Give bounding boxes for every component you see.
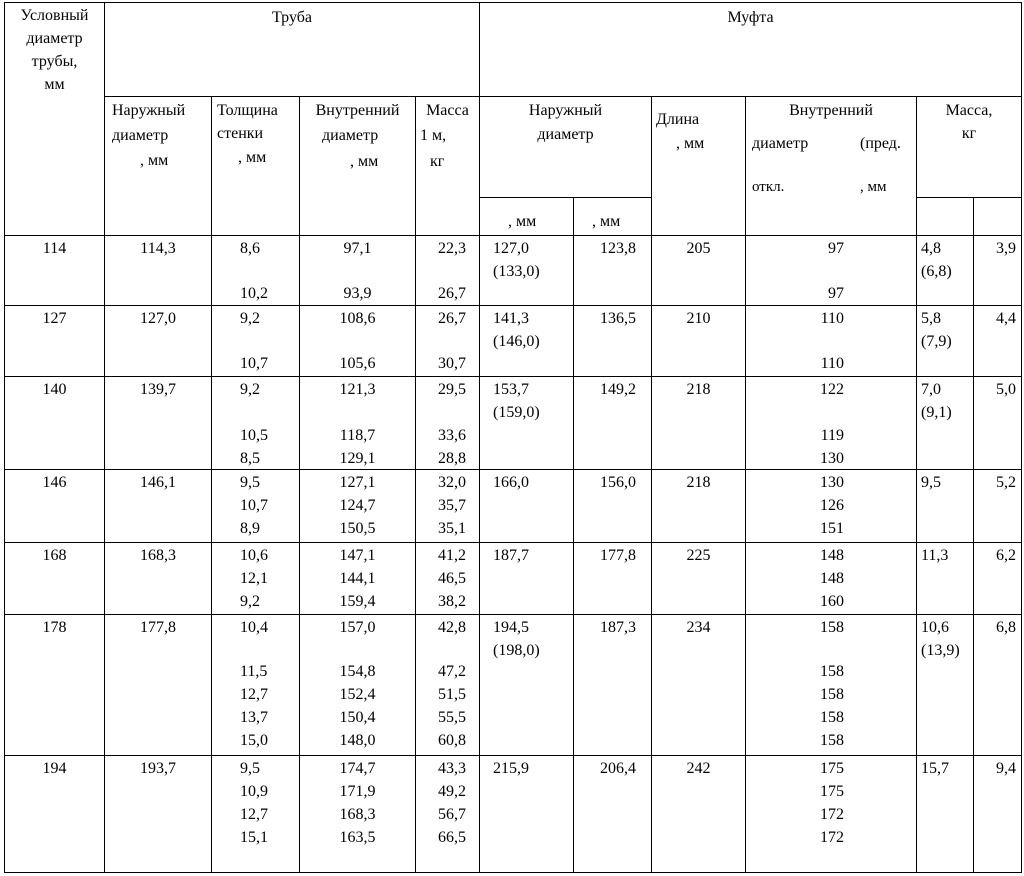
cell-pipe-mass: 41,2 bbox=[438, 547, 466, 564]
cell-pipe-mass: 26,7 bbox=[438, 310, 466, 327]
cell-wall-thickness: 12,7 bbox=[240, 806, 268, 823]
table-right-border bbox=[1021, 2, 1022, 873]
header-group-divider bbox=[104, 96, 1021, 97]
cell-coupling-mass-2: 5,0 bbox=[996, 381, 1016, 398]
cell-coupling-inner-diameter: 172 bbox=[820, 829, 844, 846]
cell-coupling-outer-diameter-2: 156,0 bbox=[600, 474, 636, 491]
header-coupling-length-line: , мм bbox=[676, 135, 705, 152]
header-coupling-inner-title: Внутренний bbox=[789, 102, 873, 119]
cell-pipe-inner-diameter: 129,1 bbox=[339, 450, 376, 467]
cell-coupling-outer-diameter-alt: (133,0) bbox=[493, 263, 540, 280]
cell-coupling-length: 205 bbox=[686, 240, 711, 257]
cell-coupling-mass-2: 9,4 bbox=[996, 760, 1016, 777]
cell-pipe-mass: 43,3 bbox=[438, 760, 466, 777]
cell-coupling-inner-diameter: 119 bbox=[820, 427, 844, 444]
cell-pipe-outer-diameter: 193,7 bbox=[140, 760, 176, 777]
cell-nominal-diameter: 114 bbox=[42, 240, 67, 257]
group-divider bbox=[4, 469, 1021, 470]
cell-wall-thickness: 13,7 bbox=[240, 709, 268, 726]
cell-coupling-inner-diameter: 110 bbox=[820, 355, 844, 372]
cell-coupling-inner-diameter: 97 bbox=[828, 285, 844, 302]
cell-coupling-mass-alt: (6,8) bbox=[921, 263, 952, 280]
cell-coupling-outer-diameter-alt: (198,0) bbox=[493, 642, 540, 659]
header-nominal-diameter-line: Условный bbox=[20, 7, 89, 24]
table-bottom-border bbox=[4, 872, 1021, 873]
cell-pipe-inner-diameter: 108,6 bbox=[339, 310, 376, 327]
cell-coupling-inner-diameter: 97 bbox=[828, 240, 844, 257]
cell-coupling-length: 242 bbox=[686, 760, 711, 777]
cell-wall-thickness: 8,9 bbox=[240, 520, 260, 537]
cell-coupling-mass-2: 3,9 bbox=[996, 240, 1016, 257]
cell-coupling-outer-diameter-2: 206,4 bbox=[600, 760, 636, 777]
cell-pipe-mass: 33,6 bbox=[438, 427, 466, 444]
cell-coupling-outer-diameter-2: 123,8 bbox=[600, 240, 636, 257]
table-left-border bbox=[4, 2, 5, 873]
cell-pipe-mass: 51,5 bbox=[438, 686, 466, 703]
cell-pipe-outer-diameter: 127,0 bbox=[140, 310, 176, 327]
cell-pipe-inner-diameter: 105,6 bbox=[339, 355, 376, 372]
header-pipe-inner-diameter-line: диаметр bbox=[322, 127, 379, 144]
cell-wall-thickness: 10,9 bbox=[240, 783, 268, 800]
cell-nominal-diameter: 178 bbox=[42, 619, 67, 636]
cell-wall-thickness: 9,2 bbox=[240, 310, 260, 327]
cell-pipe-inner-diameter: 97,1 bbox=[343, 240, 372, 257]
cell-pipe-inner-diameter: 121,3 bbox=[339, 381, 376, 398]
cell-pipe-outer-diameter: 177,8 bbox=[140, 619, 176, 636]
cell-pipe-mass: 49,2 bbox=[438, 783, 466, 800]
header-bottom-border bbox=[4, 235, 1021, 236]
cell-coupling-mass-alt: (7,9) bbox=[921, 333, 952, 350]
cell-coupling-inner-diameter: 122 bbox=[820, 381, 844, 398]
cell-nominal-diameter: 168 bbox=[42, 547, 67, 564]
cell-pipe-mass: 66,5 bbox=[438, 829, 466, 846]
cell-coupling-mass-alt: (9,1) bbox=[921, 404, 952, 421]
cell-coupling-outer-diameter: 127,0 bbox=[493, 240, 529, 257]
header-coupling-outer-diameter-line: Наружный bbox=[528, 102, 603, 119]
cell-coupling-inner-diameter: 172 bbox=[820, 806, 844, 823]
cell-coupling-mass-2: 6,8 bbox=[996, 619, 1016, 636]
column-divider bbox=[916, 96, 917, 873]
header-nominal-diameter-line: диаметр bbox=[26, 30, 83, 47]
cell-coupling-inner-diameter: 110 bbox=[820, 310, 844, 327]
cell-pipe-inner-diameter: 163,5 bbox=[339, 829, 376, 846]
group-divider bbox=[4, 305, 1021, 306]
header-pipe-outer-diameter-line: диаметр bbox=[112, 127, 169, 144]
cell-wall-thickness: 10,7 bbox=[240, 497, 268, 514]
cell-pipe-outer-diameter: 139,7 bbox=[140, 381, 176, 398]
cell-nominal-diameter: 140 bbox=[42, 381, 67, 398]
cell-coupling-length: 210 bbox=[686, 310, 711, 327]
cell-coupling-outer-diameter-2: 136,5 bbox=[600, 310, 636, 327]
cell-coupling-length: 218 bbox=[686, 381, 711, 398]
header-wall-thickness-line: Толщина bbox=[217, 102, 278, 119]
cell-wall-thickness: 10,7 bbox=[240, 355, 268, 372]
column-divider bbox=[104, 2, 105, 873]
cell-pipe-inner-diameter: 124,7 bbox=[339, 497, 376, 514]
group-divider bbox=[4, 755, 1021, 756]
header-pipe-mass-line: Масса bbox=[426, 102, 469, 119]
cell-coupling-mass: 9,5 bbox=[921, 474, 941, 491]
header-pipe-mass-line: кг bbox=[430, 153, 445, 170]
cell-wall-thickness: 8,6 bbox=[240, 240, 260, 257]
cell-pipe-outer-diameter: 114,3 bbox=[140, 240, 176, 257]
cell-nominal-diameter: 194 bbox=[42, 760, 67, 777]
cell-coupling-inner-diameter: 175 bbox=[820, 760, 844, 777]
cell-pipe-inner-diameter: 150,5 bbox=[339, 520, 376, 537]
cell-pipe-mass: 26,7 bbox=[438, 285, 466, 302]
cell-pipe-inner-diameter: 144,1 bbox=[339, 570, 376, 587]
header-coupling-mass-line: кг bbox=[961, 125, 977, 142]
cell-pipe-inner-diameter: 168,3 bbox=[339, 806, 376, 823]
cell-coupling-inner-diameter: 158 bbox=[820, 709, 844, 726]
cell-wall-thickness: 10,2 bbox=[240, 285, 268, 302]
cell-coupling-outer-diameter-2: 187,3 bbox=[600, 619, 636, 636]
cell-coupling-outer-diameter: 166,0 bbox=[493, 474, 529, 491]
table-top-border bbox=[4, 2, 1021, 3]
cell-coupling-outer-diameter-alt: (146,0) bbox=[493, 333, 540, 350]
cell-pipe-inner-diameter: 93,9 bbox=[343, 285, 372, 302]
cell-coupling-mass-alt: (13,9) bbox=[921, 642, 960, 659]
cell-coupling-inner-diameter: 148 bbox=[820, 570, 844, 587]
coupling-subheader-divider bbox=[479, 197, 651, 198]
coupling-mass-subheader-divider bbox=[916, 197, 1021, 198]
cell-pipe-mass: 55,5 bbox=[438, 709, 466, 726]
cell-coupling-mass: 11,3 bbox=[921, 547, 949, 564]
cell-pipe-inner-diameter: 150,4 bbox=[339, 709, 376, 726]
header-coupling-outer-diameter-line: диаметр bbox=[537, 126, 594, 143]
cell-wall-thickness: 12,7 bbox=[240, 686, 268, 703]
cell-coupling-length: 225 bbox=[686, 547, 711, 564]
column-divider bbox=[211, 96, 212, 873]
cell-coupling-outer-diameter-alt: (159,0) bbox=[493, 404, 540, 421]
cell-coupling-mass-2: 6,2 bbox=[996, 547, 1016, 564]
cell-wall-thickness: 10,4 bbox=[240, 619, 268, 636]
cell-pipe-mass: 28,8 bbox=[438, 450, 466, 467]
cell-wall-thickness: 9,2 bbox=[240, 381, 260, 398]
cell-pipe-mass: 56,7 bbox=[438, 806, 466, 823]
cell-pipe-mass: 35,7 bbox=[438, 497, 466, 514]
cell-wall-thickness: 9,2 bbox=[240, 593, 260, 610]
cell-coupling-mass: 7,0 bbox=[921, 381, 941, 398]
cell-coupling-mass-2: 4,4 bbox=[996, 310, 1016, 327]
header-coupling-outer-unit: , мм bbox=[592, 213, 621, 230]
cell-coupling-mass: 10,6 bbox=[921, 619, 949, 636]
cell-coupling-outer-diameter-2: 149,2 bbox=[600, 381, 636, 398]
cell-coupling-inner-diameter: 175 bbox=[820, 783, 844, 800]
cell-pipe-inner-diameter: 147,1 bbox=[339, 547, 376, 564]
cell-pipe-inner-diameter: 148,0 bbox=[339, 732, 376, 749]
cell-pipe-mass: 29,5 bbox=[438, 381, 466, 398]
cell-coupling-mass: 15,7 bbox=[921, 760, 949, 777]
cell-pipe-inner-diameter: 174,7 bbox=[339, 760, 376, 777]
cell-pipe-inner-diameter: 171,9 bbox=[339, 783, 376, 800]
cell-coupling-mass: 5,8 bbox=[921, 310, 941, 327]
cell-coupling-inner-diameter: 130 bbox=[820, 474, 844, 491]
cell-pipe-inner-diameter: 154,8 bbox=[339, 663, 376, 680]
cell-pipe-inner-diameter: 118,7 bbox=[339, 427, 376, 444]
cell-coupling-inner-diameter: 158 bbox=[820, 663, 844, 680]
cell-wall-thickness: 10,5 bbox=[240, 427, 268, 444]
group-divider bbox=[4, 542, 1021, 543]
cell-pipe-mass: 35,1 bbox=[438, 520, 466, 537]
header-pipe-inner-diameter-line: Внутренний bbox=[315, 102, 400, 119]
header-coupling-outer-unit: , мм bbox=[508, 213, 537, 230]
cell-coupling-inner-diameter: 148 bbox=[820, 547, 844, 564]
header-nominal-diameter-line: мм bbox=[44, 76, 65, 93]
cell-pipe-mass: 60,8 bbox=[438, 732, 466, 749]
cell-pipe-mass: 22,3 bbox=[438, 240, 466, 257]
cell-coupling-inner-diameter: 160 bbox=[820, 593, 844, 610]
header-coupling-inner-tolerance: (пред. bbox=[860, 135, 901, 152]
cell-coupling-inner-diameter: 158 bbox=[820, 732, 844, 749]
header-wall-thickness-line: , мм bbox=[238, 149, 267, 166]
header-wall-thickness-line: стенки bbox=[217, 125, 264, 142]
cell-pipe-inner-diameter: 152,4 bbox=[339, 686, 376, 703]
cell-pipe-inner-diameter: 157,0 bbox=[339, 619, 376, 636]
header-coupling-length-line: Длина bbox=[656, 111, 700, 128]
cell-pipe-inner-diameter: 127,1 bbox=[339, 474, 376, 491]
cell-wall-thickness: 9,5 bbox=[240, 474, 260, 491]
cell-coupling-mass-2: 5,2 bbox=[996, 474, 1016, 491]
header-pipe-inner-diameter-line: , мм bbox=[350, 153, 379, 170]
group-divider bbox=[4, 614, 1021, 615]
cell-coupling-outer-diameter: 153,7 bbox=[493, 381, 529, 398]
cell-pipe-inner-diameter: 159,4 bbox=[339, 593, 376, 610]
group-divider bbox=[4, 376, 1021, 377]
cell-coupling-mass: 4,8 bbox=[921, 240, 941, 257]
cell-pipe-outer-diameter: 146,1 bbox=[140, 474, 176, 491]
cell-coupling-outer-diameter: 141,3 bbox=[493, 310, 529, 327]
cell-nominal-diameter: 146 bbox=[42, 474, 67, 491]
cell-pipe-mass: 32,0 bbox=[438, 474, 466, 491]
cell-wall-thickness: 10,6 bbox=[240, 547, 268, 564]
cell-coupling-outer-diameter: 194,5 bbox=[493, 619, 529, 636]
cell-coupling-outer-diameter-2: 177,8 bbox=[600, 547, 636, 564]
header-coupling-inner-tolerance-abbr: откл. bbox=[752, 179, 785, 195]
cell-pipe-mass: 42,8 bbox=[438, 619, 466, 636]
header-pipe: Труба bbox=[272, 9, 312, 26]
cell-pipe-mass: 30,7 bbox=[438, 355, 466, 372]
cell-nominal-diameter: 127 bbox=[42, 310, 67, 327]
cell-wall-thickness: 12,1 bbox=[240, 570, 268, 587]
cell-coupling-outer-diameter: 187,7 bbox=[493, 547, 529, 564]
header-pipe-outer-diameter-line: , мм bbox=[140, 152, 169, 169]
cell-pipe-outer-diameter: 168,3 bbox=[140, 547, 176, 564]
cell-wall-thickness: 11,5 bbox=[240, 663, 268, 680]
header-nominal-diameter-line: трубы, bbox=[31, 53, 78, 70]
cell-wall-thickness: 9,5 bbox=[240, 760, 260, 777]
cell-coupling-length: 234 bbox=[686, 619, 711, 636]
header-coupling-mass-line: Масса, bbox=[945, 102, 993, 119]
cell-coupling-inner-diameter: 126 bbox=[820, 497, 844, 514]
cell-pipe-mass: 46,5 bbox=[438, 570, 466, 587]
cell-pipe-mass: 38,2 bbox=[438, 593, 466, 610]
header-pipe-outer-diameter-line: Наружный bbox=[112, 102, 186, 119]
cell-coupling-inner-diameter: 151 bbox=[820, 520, 844, 537]
cell-pipe-mass: 47,2 bbox=[438, 663, 466, 680]
header-coupling-inner-unit: , мм bbox=[860, 179, 887, 195]
cell-wall-thickness: 8,5 bbox=[240, 450, 260, 467]
cell-coupling-inner-diameter: 158 bbox=[820, 686, 844, 703]
cell-wall-thickness: 15,0 bbox=[240, 732, 268, 749]
cell-coupling-length: 218 bbox=[686, 474, 711, 491]
header-pipe-mass-line: 1 м, bbox=[420, 127, 447, 144]
header-coupling-inner-word: диаметр bbox=[752, 135, 809, 152]
cell-coupling-outer-diameter: 215,9 bbox=[493, 760, 529, 777]
cell-coupling-inner-diameter: 130 bbox=[820, 450, 844, 467]
cell-coupling-inner-diameter: 158 bbox=[820, 619, 844, 636]
cell-wall-thickness: 15,1 bbox=[240, 829, 268, 846]
header-coupling: Муфта bbox=[727, 9, 774, 26]
